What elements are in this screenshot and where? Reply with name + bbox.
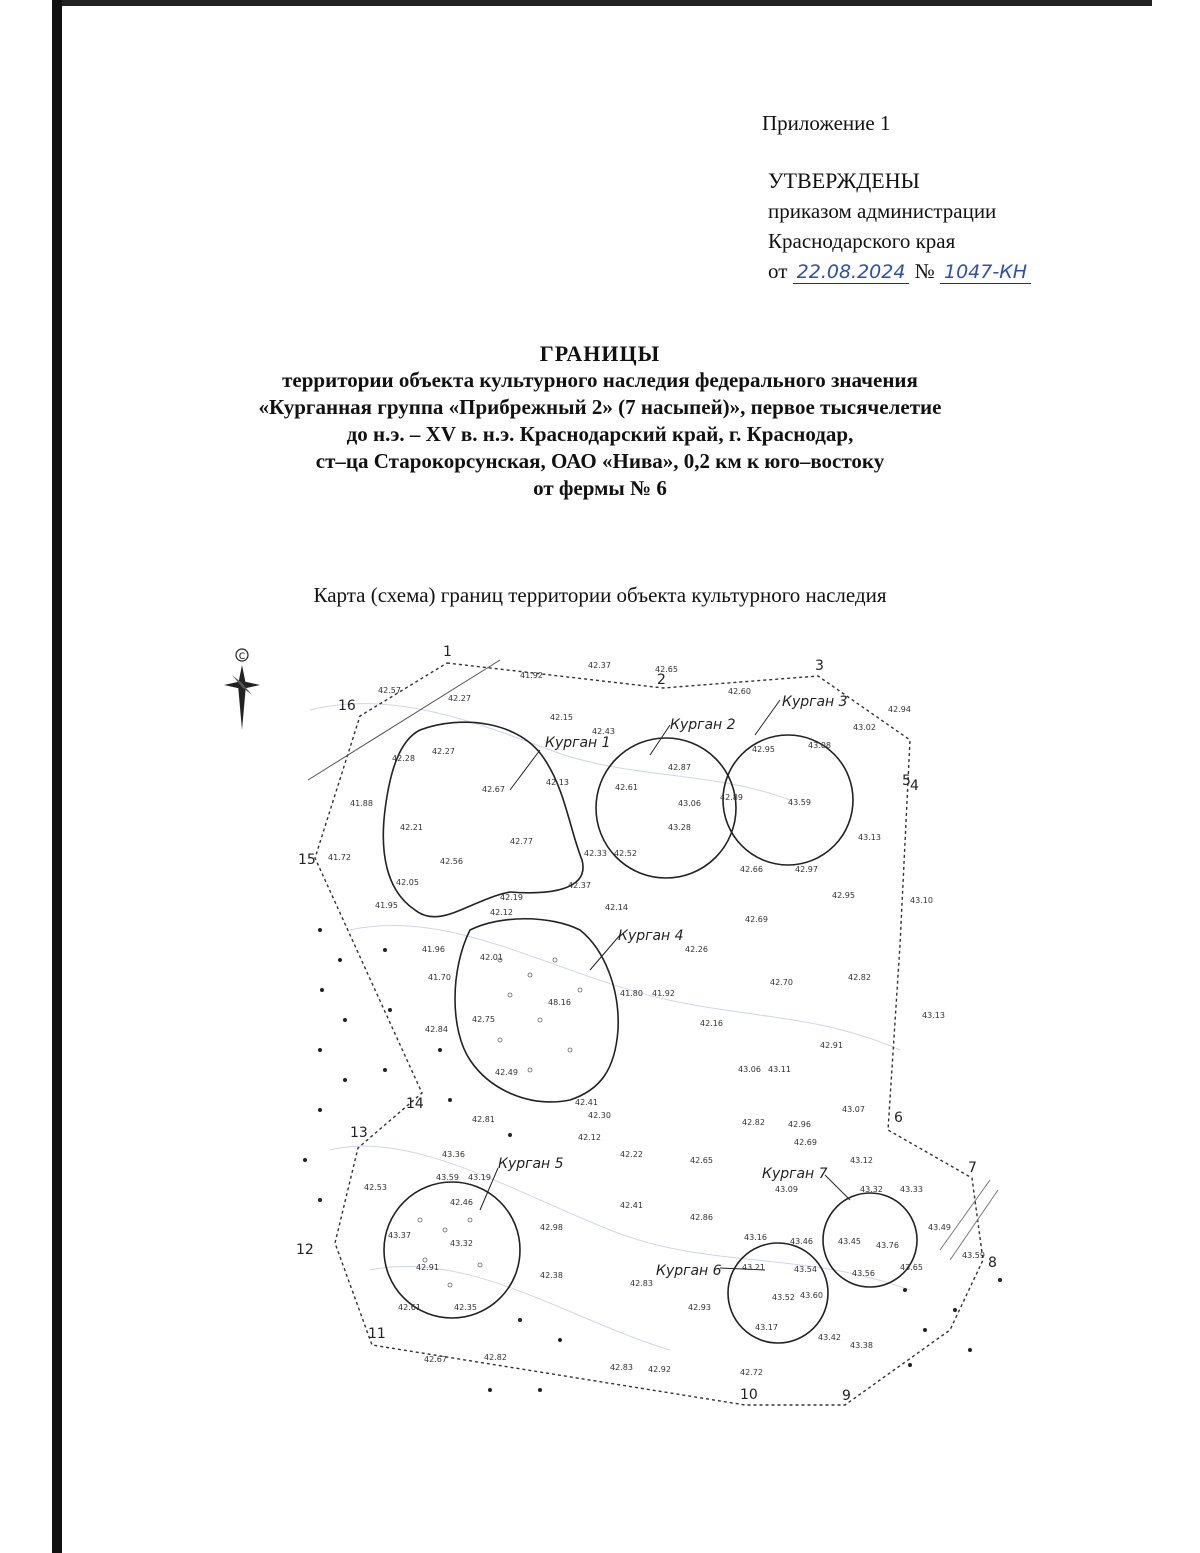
elevation-label: 42.81: [472, 1115, 495, 1124]
boundary-point-6: 6: [894, 1110, 903, 1126]
approval-block: [768, 166, 1031, 286]
elevation-label: 43.42: [818, 1333, 841, 1342]
elevation-label: 42.66: [740, 865, 763, 874]
north-arrow-icon: [224, 649, 260, 730]
number-value: 1047-КН: [940, 261, 1031, 284]
elevation-label: 42.65: [655, 665, 678, 674]
approval-date-line: [768, 256, 1031, 286]
approval-line2: Краснодарского края: [768, 229, 956, 253]
elevation-label: 41.95: [375, 901, 398, 910]
elevation-label: 43.08: [808, 741, 831, 750]
title-line-2: «Курганная группа «Прибрежный 2» (7 насыпей)», первое тысячелетие: [258, 395, 942, 419]
title-line-5: от фермы № 6: [533, 476, 667, 500]
elevation-label: 42.56: [440, 857, 463, 866]
elevation-label: 42.41: [620, 1201, 643, 1210]
elevation-label: 42.87: [668, 763, 691, 772]
elevation-label: 42.01: [480, 953, 503, 962]
elevation-label: 42.82: [742, 1118, 765, 1127]
elevation-label: 43.32: [860, 1185, 883, 1194]
boundary-point-11: 11: [368, 1326, 386, 1342]
title-line-4: ст–ца Старокорсунская, ОАО «Нива», 0,2 км к юго–востоку: [315, 449, 885, 473]
elevation-label: 43.52: [772, 1293, 795, 1302]
elevation-label: 41.72: [328, 853, 351, 862]
left-border: [52, 0, 62, 1553]
boundary-point-5: 5: [902, 773, 911, 789]
boundary-line: [315, 663, 983, 1405]
elevation-label: 42.67: [424, 1355, 447, 1364]
title-block: [150, 340, 1050, 502]
elevation-label: 42.67: [482, 785, 505, 794]
elevation-label: 42.22: [620, 1150, 643, 1159]
elevation-label: 48.16: [548, 998, 571, 1007]
elevation-label: 43.28: [668, 823, 691, 832]
elevation-label: 43.16: [744, 1233, 767, 1242]
boundary-point-15: 15: [298, 852, 316, 868]
elevation-label: 42.98: [540, 1223, 563, 1232]
elevation-label: 41.96: [422, 945, 445, 954]
elevation-label: 42.49: [495, 1068, 518, 1077]
elevation-label: 41.70: [428, 973, 451, 982]
boundary-point-7: 7: [968, 1160, 977, 1176]
boundary-point-10: 10: [740, 1387, 758, 1403]
elevation-label: 42.82: [484, 1353, 507, 1362]
kurgan-1-label: Курган 1: [545, 735, 611, 751]
boundary-point-1: 1: [443, 644, 452, 660]
elevation-label: 43.09: [775, 1185, 798, 1194]
elevation-label: 42.65: [690, 1156, 713, 1165]
elevation-label: 41.92: [652, 989, 675, 998]
boundary-point-9: 9: [842, 1388, 851, 1404]
date-prefix: от: [768, 259, 788, 283]
boundary-point-12: 12: [296, 1242, 314, 1258]
elevation-label: 42.43: [592, 727, 615, 736]
elevation-label: 42.92: [648, 1365, 671, 1374]
elevation-label: 43.06: [678, 799, 701, 808]
elevation-label: 42.14: [605, 903, 628, 912]
elevation-label: 42.05: [396, 878, 419, 887]
elevation-label: 42.70: [770, 978, 793, 987]
elevation-label: 43.60: [800, 1291, 823, 1300]
title-heading: ГРАНИЦЫ: [539, 341, 661, 366]
elevation-label: 43.56: [852, 1269, 875, 1278]
title-line-3: до н.э. – XV в. н.э. Краснодарский край, г. Краснодар,: [346, 422, 854, 446]
kurgan-3-label: Курган 3: [782, 694, 848, 710]
elevation-label: 42.60: [728, 687, 751, 696]
elevation-label: 42.93: [688, 1303, 711, 1312]
elevation-label: 43.59: [962, 1251, 985, 1260]
elevation-label: 42.57: [378, 686, 401, 695]
elevation-label: 42.61: [615, 783, 638, 792]
elevation-label: 42.33: [584, 849, 607, 858]
boundary-point-8: 8: [988, 1255, 997, 1271]
kurgan-markers: [418, 958, 582, 1287]
kurgan-7-label: Курган 7: [762, 1166, 828, 1182]
elevation-label: 42.37: [568, 881, 591, 890]
elevation-label: 42.72: [740, 1368, 763, 1377]
elevation-label: 43.11: [768, 1065, 791, 1074]
elevation-label: 42.75: [472, 1015, 495, 1024]
map-caption: Карта (схема) границ территории объекта культурного наследия: [313, 583, 887, 607]
kurgan-4-label: Курган 4: [618, 928, 684, 944]
boundary-point-14: 14: [406, 1096, 424, 1112]
elevation-label: 42.41: [575, 1098, 598, 1107]
elevation-label: 43.36: [442, 1150, 465, 1159]
elevation-label: 43.46: [790, 1237, 813, 1246]
boundary-point-16: 16: [338, 698, 356, 714]
elevation-label: 42.61: [398, 1303, 421, 1312]
elevation-label: 43.06: [738, 1065, 761, 1074]
elevation-label: 42.52: [614, 849, 637, 858]
elevation-label: 42.77: [510, 837, 533, 846]
elevation-label: 42.16: [700, 1019, 723, 1028]
elevation-label: 43.54: [794, 1265, 817, 1274]
kurgan-5-label: Курган 5: [498, 1156, 564, 1172]
elevation-label: 43.37: [388, 1231, 411, 1240]
elevation-label: 42.82: [848, 973, 871, 982]
elevation-label: 42.35: [454, 1303, 477, 1312]
elevation-label: 43.02: [853, 723, 876, 732]
elevation-label: 42.28: [392, 754, 415, 763]
elevation-label: 42.46: [450, 1198, 473, 1207]
boundary-map: [210, 630, 1080, 1450]
elevation-label: 42.21: [400, 823, 423, 832]
boundary-point-13: 13: [350, 1125, 368, 1141]
elevation-label: 42.15: [550, 713, 573, 722]
kurgan-2-label: Курган 2: [670, 717, 736, 733]
elevation-label: 43.13: [922, 1011, 945, 1020]
appendix-label: Приложение 1: [762, 111, 891, 135]
elevation-label: 42.37: [588, 661, 611, 670]
elevation-label: 42.94: [888, 705, 911, 714]
approval-heading: УТВЕРЖДЕНЫ: [768, 168, 920, 193]
elevation-label: 42.91: [416, 1263, 439, 1272]
elevation-label: 43.19: [468, 1173, 491, 1182]
elevation-label: 43.33: [900, 1185, 923, 1194]
boundary-point-3: 3: [815, 658, 824, 674]
elevation-label: 42.13: [546, 778, 569, 787]
approval-line1: приказом администрации: [768, 199, 997, 223]
elevation-label: 42.83: [630, 1279, 653, 1288]
elevation-label: 42.12: [578, 1133, 601, 1142]
elevation-label: 42.27: [448, 694, 471, 703]
elevation-label: 41.92: [520, 671, 543, 680]
elevation-label: 42.86: [690, 1213, 713, 1222]
elevation-label: 43.59: [436, 1173, 459, 1182]
kurgan-6-label: Курган 6: [656, 1263, 722, 1279]
elevation-label: 42.91: [820, 1041, 843, 1050]
elevation-label: 43.21: [742, 1263, 765, 1272]
top-border: [52, 0, 1152, 6]
elevation-label: 43.10: [910, 896, 933, 905]
elevation-label: 43.12: [850, 1156, 873, 1165]
boundary-point-2: 2: [657, 672, 666, 688]
elevation-label: 42.95: [752, 745, 775, 754]
elevation-label: 42.30: [588, 1111, 611, 1120]
number-prefix: №: [914, 259, 935, 283]
elevation-label: 43.38: [850, 1341, 873, 1350]
elevation-label: 43.17: [755, 1323, 778, 1332]
elevation-label: 43.45: [838, 1237, 861, 1246]
elevation-label: 42.96: [788, 1120, 811, 1129]
elevation-label: 43.32: [450, 1239, 473, 1248]
elevation-label: 43.49: [928, 1223, 951, 1232]
contour-lines: [310, 704, 910, 1350]
kurgan-4-outline: [455, 919, 618, 1102]
north-label: С: [238, 652, 246, 662]
elevation-label: 43.76: [876, 1241, 899, 1250]
elevation-label: 42.27: [432, 747, 455, 756]
elevation-label: 42.84: [425, 1025, 448, 1034]
boundary-point-4: 4: [910, 778, 919, 794]
elevation-label: 42.69: [745, 915, 768, 924]
elevation-label: 41.80: [620, 989, 643, 998]
elevation-label: 43.07: [842, 1105, 865, 1114]
elevation-label: 43.65: [900, 1263, 923, 1272]
elevation-label: 42.19: [500, 893, 523, 902]
elevation-label: 42.95: [832, 891, 855, 900]
elevation-label: 42.38: [540, 1271, 563, 1280]
elevation-label: 42.12: [490, 908, 513, 917]
elevation-label: 42.83: [610, 1363, 633, 1372]
elevation-label: 42.53: [364, 1183, 387, 1192]
elevation-label: 42.26: [685, 945, 708, 954]
elevation-label: 42.69: [794, 1138, 817, 1147]
elevation-label: 41.88: [350, 799, 373, 808]
elevation-label: 43.59: [788, 798, 811, 807]
elevation-label: 42.97: [795, 865, 818, 874]
elevation-label: 43.13: [858, 833, 881, 842]
elevation-label: 42.89: [720, 793, 743, 802]
title-line-1: территории объекта культурного наследия федерального значения: [282, 368, 918, 392]
date-value: 22.08.2024: [793, 261, 910, 284]
